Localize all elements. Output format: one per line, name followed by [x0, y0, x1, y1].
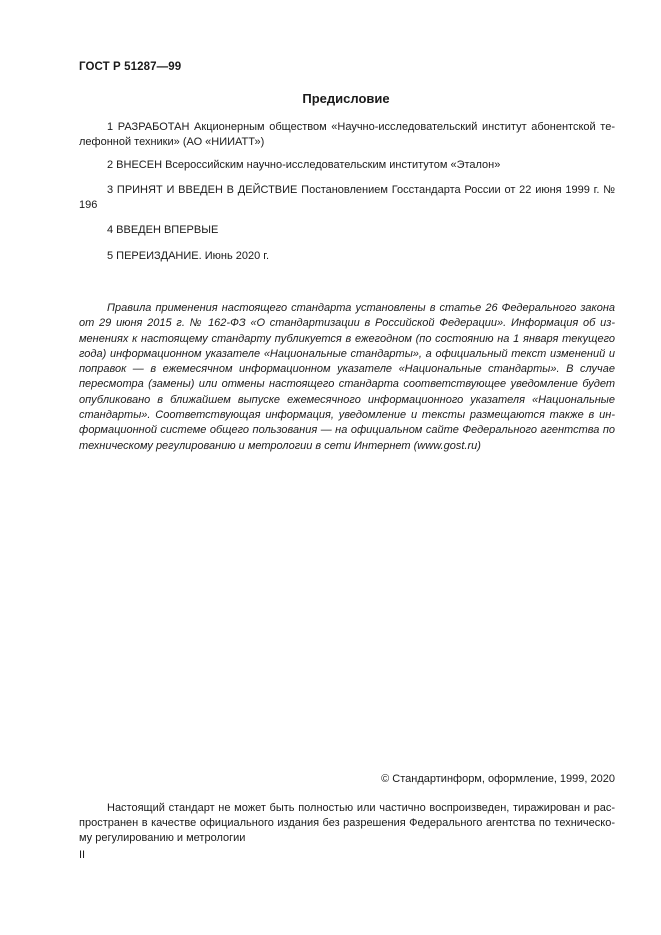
page-title-text: Предисловие	[302, 91, 390, 106]
foreword-item-1: 1 РАЗРАБОТАН Акционерным обществом «Научно-исследовательский институт абонентской телефонной техники» (АО «НИИАТТ»)	[79, 121, 615, 148]
page-title	[79, 91, 613, 106]
reproduction-notice: Настоящий стандарт не может быть полностью или частично воспроизведен, тиражирован и распространен в качестве официального издания без разрешения Федерального агентства по техническому регулированию и метрологии	[79, 802, 615, 844]
foreword-item-2: 2 ВНЕСЕН Всероссийским научно-исследовательским институтом «Эталон»	[107, 159, 501, 171]
page-number: II	[79, 849, 86, 861]
foreword-item-5: 5 ПЕРЕИЗДАНИЕ. Июнь 2020 г.	[107, 250, 269, 262]
standard-code: ГОСТ Р 51287—99	[79, 61, 182, 73]
foreword-item-4: 4 ВВЕДЕН ВПЕРВЫЕ	[107, 224, 219, 236]
foreword-item-3: 3 ПРИНЯТ И ВВЕДЕН В ДЕЙСТВИЕ Постановлением Госстандарта России от 22 июня 1999 г. № 196	[79, 184, 615, 211]
application-rules-paragraph: Правила применения настоящего стандарта установлены в статье 26 Федерального закона от 29 июня 2015 г. № 162-ФЗ «О стандартизации в Российской Федерации». Информация об изменениях к настоящему стандарту публикуется в ежегодном (по состоянию на 1 января текущего года) информационном указателе «Национальные стандарты», а официальный текст изменений и поправок — в ежемесячном информационном указателе «Национальные стандарты». В случае пересмотра (замены) или отмены настоящего стандарта соответствующее уведомление будет опубликовано в ближайшем выпуске ежемесячного информационного указателя «Национальные стандарты». Соответствующая информация, уведомление и тексты размещаются также в информационной системе общего пользования — на официальном сайте Федерального агентства по техническому регулированию и метрологии в сети Интернет (www.gost.ru)	[79, 302, 615, 452]
copyright-line: © Стандартинформ, оформление, 1999, 2020	[381, 773, 615, 785]
